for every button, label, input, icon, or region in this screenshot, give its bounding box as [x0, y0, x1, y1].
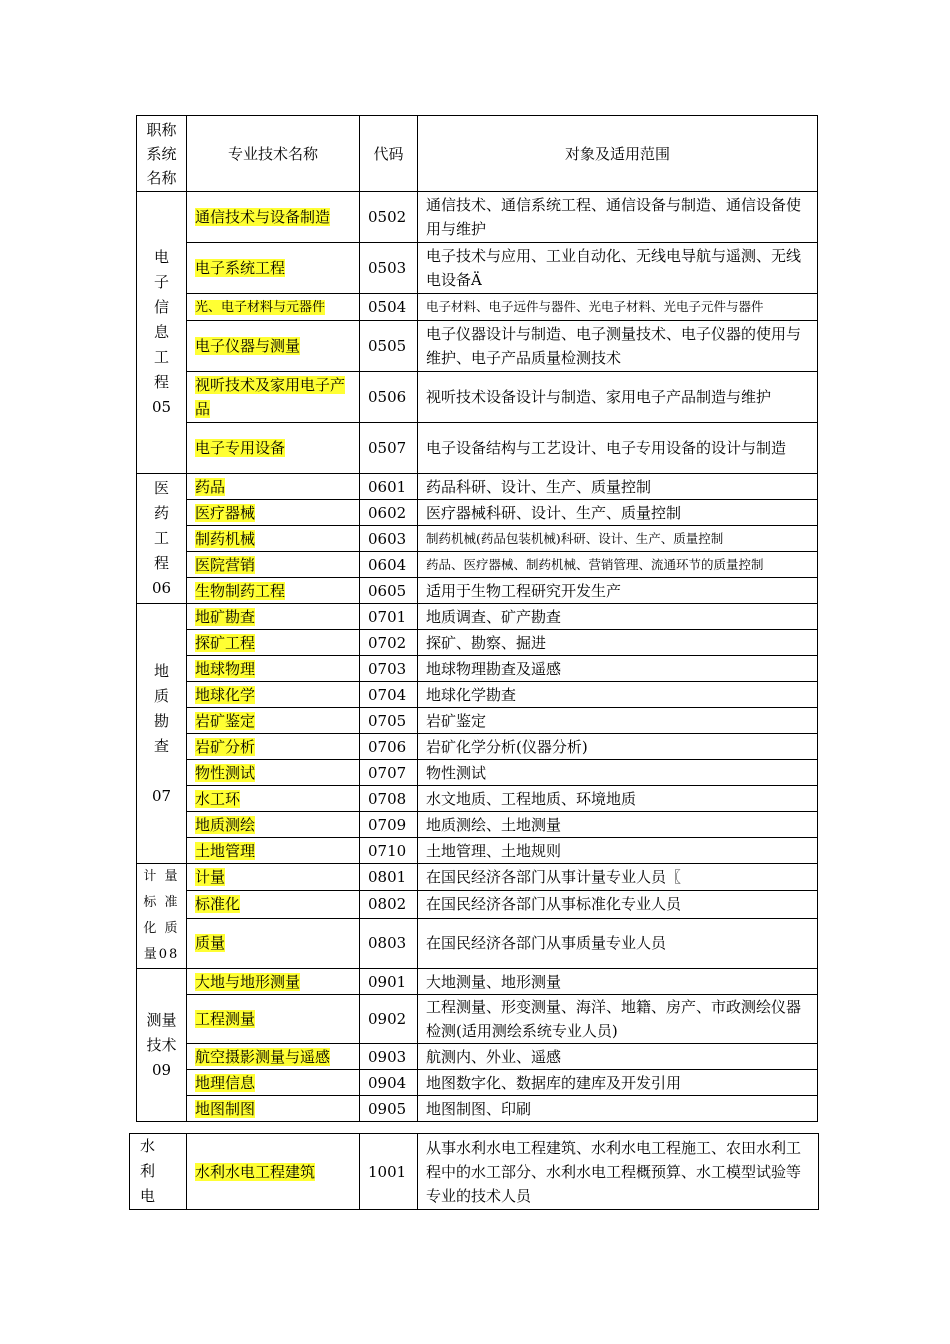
table-row [137, 864, 818, 891]
category-line: 05 [151, 398, 172, 416]
table-row [137, 578, 818, 604]
category-line: 07 [151, 786, 172, 805]
specialty-name: 电子仪器与测量 [195, 337, 301, 355]
specialty-name: 光、电子材料与元器件 [195, 300, 326, 315]
specialty-name-cell [187, 372, 360, 423]
specialty-name-cell [187, 500, 360, 526]
specialty-code: 0602 [360, 500, 418, 526]
category-cell [137, 969, 187, 1122]
water-conservancy-table [129, 1133, 819, 1210]
specialty-name-cell [187, 969, 360, 995]
table-row [137, 1096, 818, 1122]
header-code-col: 代码 [360, 116, 418, 192]
category-line: 程 [153, 554, 169, 572]
specialty-code: 0704 [360, 682, 418, 708]
specialty-name: 水利水电工程建筑 [195, 1162, 316, 1181]
specialty-scope: 电子仪器设计与制造、电子测量技术、电子仪器的使用与维护、电子产品质量检测技术 [418, 321, 818, 372]
specialty-name-cell [187, 995, 360, 1044]
table-row [137, 630, 818, 656]
specialty-name-cell [187, 552, 360, 578]
specialty-name-cell [187, 864, 360, 891]
specialty-name-cell [187, 734, 360, 760]
specialty-name-cell [187, 474, 360, 500]
specialty-code: 0503 [360, 243, 418, 294]
specialty-name: 岩矿分析 [195, 737, 256, 756]
specialty-scope: 岩矿化学分析(仪器分析) [418, 734, 818, 760]
header-title-line: 职称 [146, 120, 177, 139]
specialty-name-cell [187, 630, 360, 656]
category-cell [130, 1134, 187, 1210]
specialty-scope: 电子设备结构与工艺设计、电子专用设备的设计与制造 [418, 423, 818, 474]
specialty-code: 0504 [360, 294, 418, 321]
table-row [137, 1070, 818, 1096]
specialty-name-cell [187, 604, 360, 630]
specialty-name: 航空摄影测量与遥感 [195, 1047, 331, 1066]
header-name-col: 专业技术名称 [187, 116, 360, 192]
specialty-code: 0502 [360, 192, 418, 243]
table-row [137, 423, 818, 474]
table-row [137, 243, 818, 294]
category-cell [137, 604, 187, 864]
specialty-name-cell [187, 1044, 360, 1070]
table-row [130, 1134, 819, 1210]
specialty-scope: 药品、医疗器械、制药机械、营销管理、流通环节的质量控制 [418, 552, 818, 578]
specialty-code: 0702 [360, 630, 418, 656]
category-line: 工 [153, 529, 169, 547]
specialty-code: 0506 [360, 372, 418, 423]
table-row [137, 891, 818, 918]
specialty-scope: 大地测量、地形测量 [418, 969, 818, 995]
specialty-code: 0710 [360, 838, 418, 864]
specialty-code: 0904 [360, 1070, 418, 1096]
specialty-name: 岩矿鉴定 [195, 711, 256, 730]
header-title-line: 系统 [146, 144, 177, 163]
table-row [137, 708, 818, 734]
specialty-scope: 在国民经济各部门从事质量专业人员 [418, 918, 818, 968]
specialty-code: 0705 [360, 708, 418, 734]
specialty-code: 0507 [360, 423, 418, 474]
specialty-name: 探矿工程 [195, 633, 256, 652]
specialty-code: 0601 [360, 474, 418, 500]
table-row [137, 656, 818, 682]
specialty-name: 视听技术及家用电子产品 [195, 376, 346, 418]
specialty-name-cell [187, 838, 360, 864]
table-row [137, 786, 818, 812]
specialty-code: 0901 [360, 969, 418, 995]
specialty-name: 地质测绘 [195, 815, 256, 834]
specialty-scope: 水文地质、工程地质、环境地质 [418, 786, 818, 812]
category-line: 信 [153, 298, 169, 316]
category-line: 化 质 [143, 921, 180, 936]
specialty-scope: 在国民经济各部门从事标准化专业人员 [418, 891, 818, 918]
specialty-name: 电子专用设备 [195, 439, 286, 457]
specialty-name-cell [187, 708, 360, 734]
table-row [137, 294, 818, 321]
specialty-code: 1001 [360, 1134, 418, 1210]
specialty-name-cell [187, 786, 360, 812]
category-line: 医 [153, 479, 169, 497]
specialty-scope: 探矿、勘察、掘进 [418, 630, 818, 656]
category-line: 工 [153, 348, 169, 366]
specialty-name: 物性测试 [195, 763, 256, 782]
specialty-name: 工程测量 [195, 1010, 256, 1028]
specialty-name: 地球化学 [195, 685, 256, 704]
table-row [137, 474, 818, 500]
specialty-code: 0703 [360, 656, 418, 682]
category-line: 地 [153, 661, 169, 680]
specialty-name: 土地管理 [195, 841, 256, 860]
specialty-name: 电子系统工程 [195, 259, 286, 277]
category-line: 计 量 [143, 869, 180, 884]
category-line: 质 [153, 686, 169, 705]
category-line: 查 [153, 736, 169, 755]
specialty-name: 质量 [195, 934, 226, 953]
specialty-name: 标准化 [195, 895, 241, 914]
specialty-name-cell [187, 526, 360, 552]
specialty-scope: 地球化学勘查 [418, 682, 818, 708]
specialty-name-cell [187, 760, 360, 786]
table-row [137, 372, 818, 423]
specialty-scope: 地图数字化、数据库的建库及开发引用 [418, 1070, 818, 1096]
specialty-scope: 地图制图、印刷 [418, 1096, 818, 1122]
specialty-name: 地理信息 [195, 1073, 256, 1092]
specialty-name: 制药机械 [195, 529, 256, 548]
specialty-scope: 电子技术与应用、工业自动化、无线电导航与遥测、无线电设备Ä [418, 243, 818, 294]
specialty-code: 0903 [360, 1044, 418, 1070]
specialty-name-cell [187, 682, 360, 708]
category-line: 技术 [146, 1035, 177, 1054]
specialty-scope: 土地管理、土地规则 [418, 838, 818, 864]
table-row [137, 1044, 818, 1070]
category-line: 利 [140, 1162, 156, 1180]
specialty-scope: 航测内、外业、遥感 [418, 1044, 818, 1070]
specialty-code: 0708 [360, 786, 418, 812]
table-row [137, 604, 818, 630]
category-line: 勘 [153, 711, 169, 730]
table-row [137, 812, 818, 838]
specialty-name-cell [187, 656, 360, 682]
specialty-name-cell [187, 423, 360, 474]
specialty-name: 地矿勘查 [195, 607, 256, 626]
specialty-scope: 工程测量、形变测量、海洋、地籍、房产、市政测绘仪器检测(适用测绘系统专业人员) [418, 995, 818, 1044]
table-row [137, 734, 818, 760]
specialty-name-cell [187, 321, 360, 372]
table-row [137, 192, 818, 243]
specialty-scope: 电子材料、电子远件与器件、光电子材料、光电子元件与器件 [418, 294, 818, 321]
specialty-code: 0905 [360, 1096, 418, 1122]
category-line: 06 [151, 579, 172, 597]
header-scope-col: 对象及适用范围 [418, 116, 818, 192]
category-cell [137, 474, 187, 604]
specialty-name: 大地与地形测量 [195, 972, 301, 991]
specialty-code: 0706 [360, 734, 418, 760]
specialty-code: 0707 [360, 760, 418, 786]
specialty-name: 药品 [195, 477, 226, 496]
specialty-scope: 岩矿鉴定 [418, 708, 818, 734]
specialty-scope: 适用于生物工程研究开发生产 [418, 578, 818, 604]
category-line: 电 [140, 1187, 156, 1205]
specialty-code: 0603 [360, 526, 418, 552]
specialty-scope: 地球物理勘查及遥感 [418, 656, 818, 682]
profession-table-body [137, 116, 818, 1122]
profession-table [136, 115, 818, 1122]
table-row [137, 918, 818, 968]
category-line: 息 [153, 323, 169, 341]
category-line: 量08 [143, 947, 180, 962]
specialty-name-cell [187, 578, 360, 604]
specialty-code: 0604 [360, 552, 418, 578]
specialty-code: 0802 [360, 891, 418, 918]
category-line: 标 准 [143, 895, 180, 910]
category-cell [137, 864, 187, 969]
specialty-scope: 视听技术设备设计与制造、家用电子产品制造与维护 [418, 372, 818, 423]
specialty-name: 地图制图 [195, 1099, 256, 1118]
specialty-scope: 从事水利水电工程建筑、水利水电工程施工、农田水利工程中的水工部分、水利水电工程概预算、水工模型试验等专业的技术人员 [418, 1134, 819, 1210]
specialty-code: 0701 [360, 604, 418, 630]
specialty-name-cell [187, 918, 360, 968]
specialty-scope: 地质调查、矿产勘查 [418, 604, 818, 630]
table-row [137, 321, 818, 372]
category-line: 子 [153, 273, 169, 291]
specialty-name-cell [187, 1134, 360, 1210]
category-cell [137, 192, 187, 474]
specialty-scope: 在国民经济各部门从事计量专业人员〖 [418, 864, 818, 891]
table-row [137, 838, 818, 864]
table-row [137, 995, 818, 1044]
table-row [137, 682, 818, 708]
specialty-code: 0709 [360, 812, 418, 838]
category-line: 09 [151, 1060, 172, 1079]
table-row [137, 552, 818, 578]
specialty-scope: 通信技术、通信系统工程、通信设备与制造、通信设备使用与维护 [418, 192, 818, 243]
category-line: 程 [153, 373, 169, 391]
specialty-name: 通信技术与设备制造 [195, 208, 331, 226]
specialty-scope: 药品科研、设计、生产、质量控制 [418, 474, 818, 500]
specialty-scope: 地质测绘、土地测量 [418, 812, 818, 838]
category-line: 测量 [146, 1010, 177, 1029]
specialty-scope: 物性测试 [418, 760, 818, 786]
category-line: 水 [140, 1137, 156, 1155]
specialty-code: 0902 [360, 995, 418, 1044]
category-line: 药 [153, 504, 169, 522]
specialty-name: 计量 [195, 868, 226, 887]
specialty-scope: 医疗器械科研、设计、生产、质量控制 [418, 500, 818, 526]
specialty-code: 0505 [360, 321, 418, 372]
specialty-code: 0801 [360, 864, 418, 891]
category-line: 电 [153, 248, 169, 266]
header-title-col [137, 116, 187, 192]
specialty-name: 地球物理 [195, 659, 256, 678]
specialty-code: 0803 [360, 918, 418, 968]
specialty-name-cell [187, 192, 360, 243]
table-row [137, 760, 818, 786]
specialty-name-cell [187, 812, 360, 838]
specialty-name: 水工环 [195, 789, 241, 808]
specialty-name-cell [187, 243, 360, 294]
specialty-code: 0605 [360, 578, 418, 604]
specialty-name-cell [187, 891, 360, 918]
specialty-name-cell [187, 294, 360, 321]
table-row [137, 500, 818, 526]
specialty-name: 生物制药工程 [195, 581, 286, 600]
table-row [137, 969, 818, 995]
table-row [137, 526, 818, 552]
table-header-row [137, 116, 818, 192]
specialty-name-cell [187, 1070, 360, 1096]
specialty-scope: 制药机械(药品包装机械)科研、设计、生产、质量控制 [418, 526, 818, 552]
specialty-name-cell [187, 1096, 360, 1122]
specialty-name: 医院营销 [195, 555, 256, 574]
specialty-name: 医疗器械 [195, 503, 256, 522]
water-conservancy-table-body [130, 1134, 819, 1210]
header-title-line: 名称 [146, 168, 177, 187]
